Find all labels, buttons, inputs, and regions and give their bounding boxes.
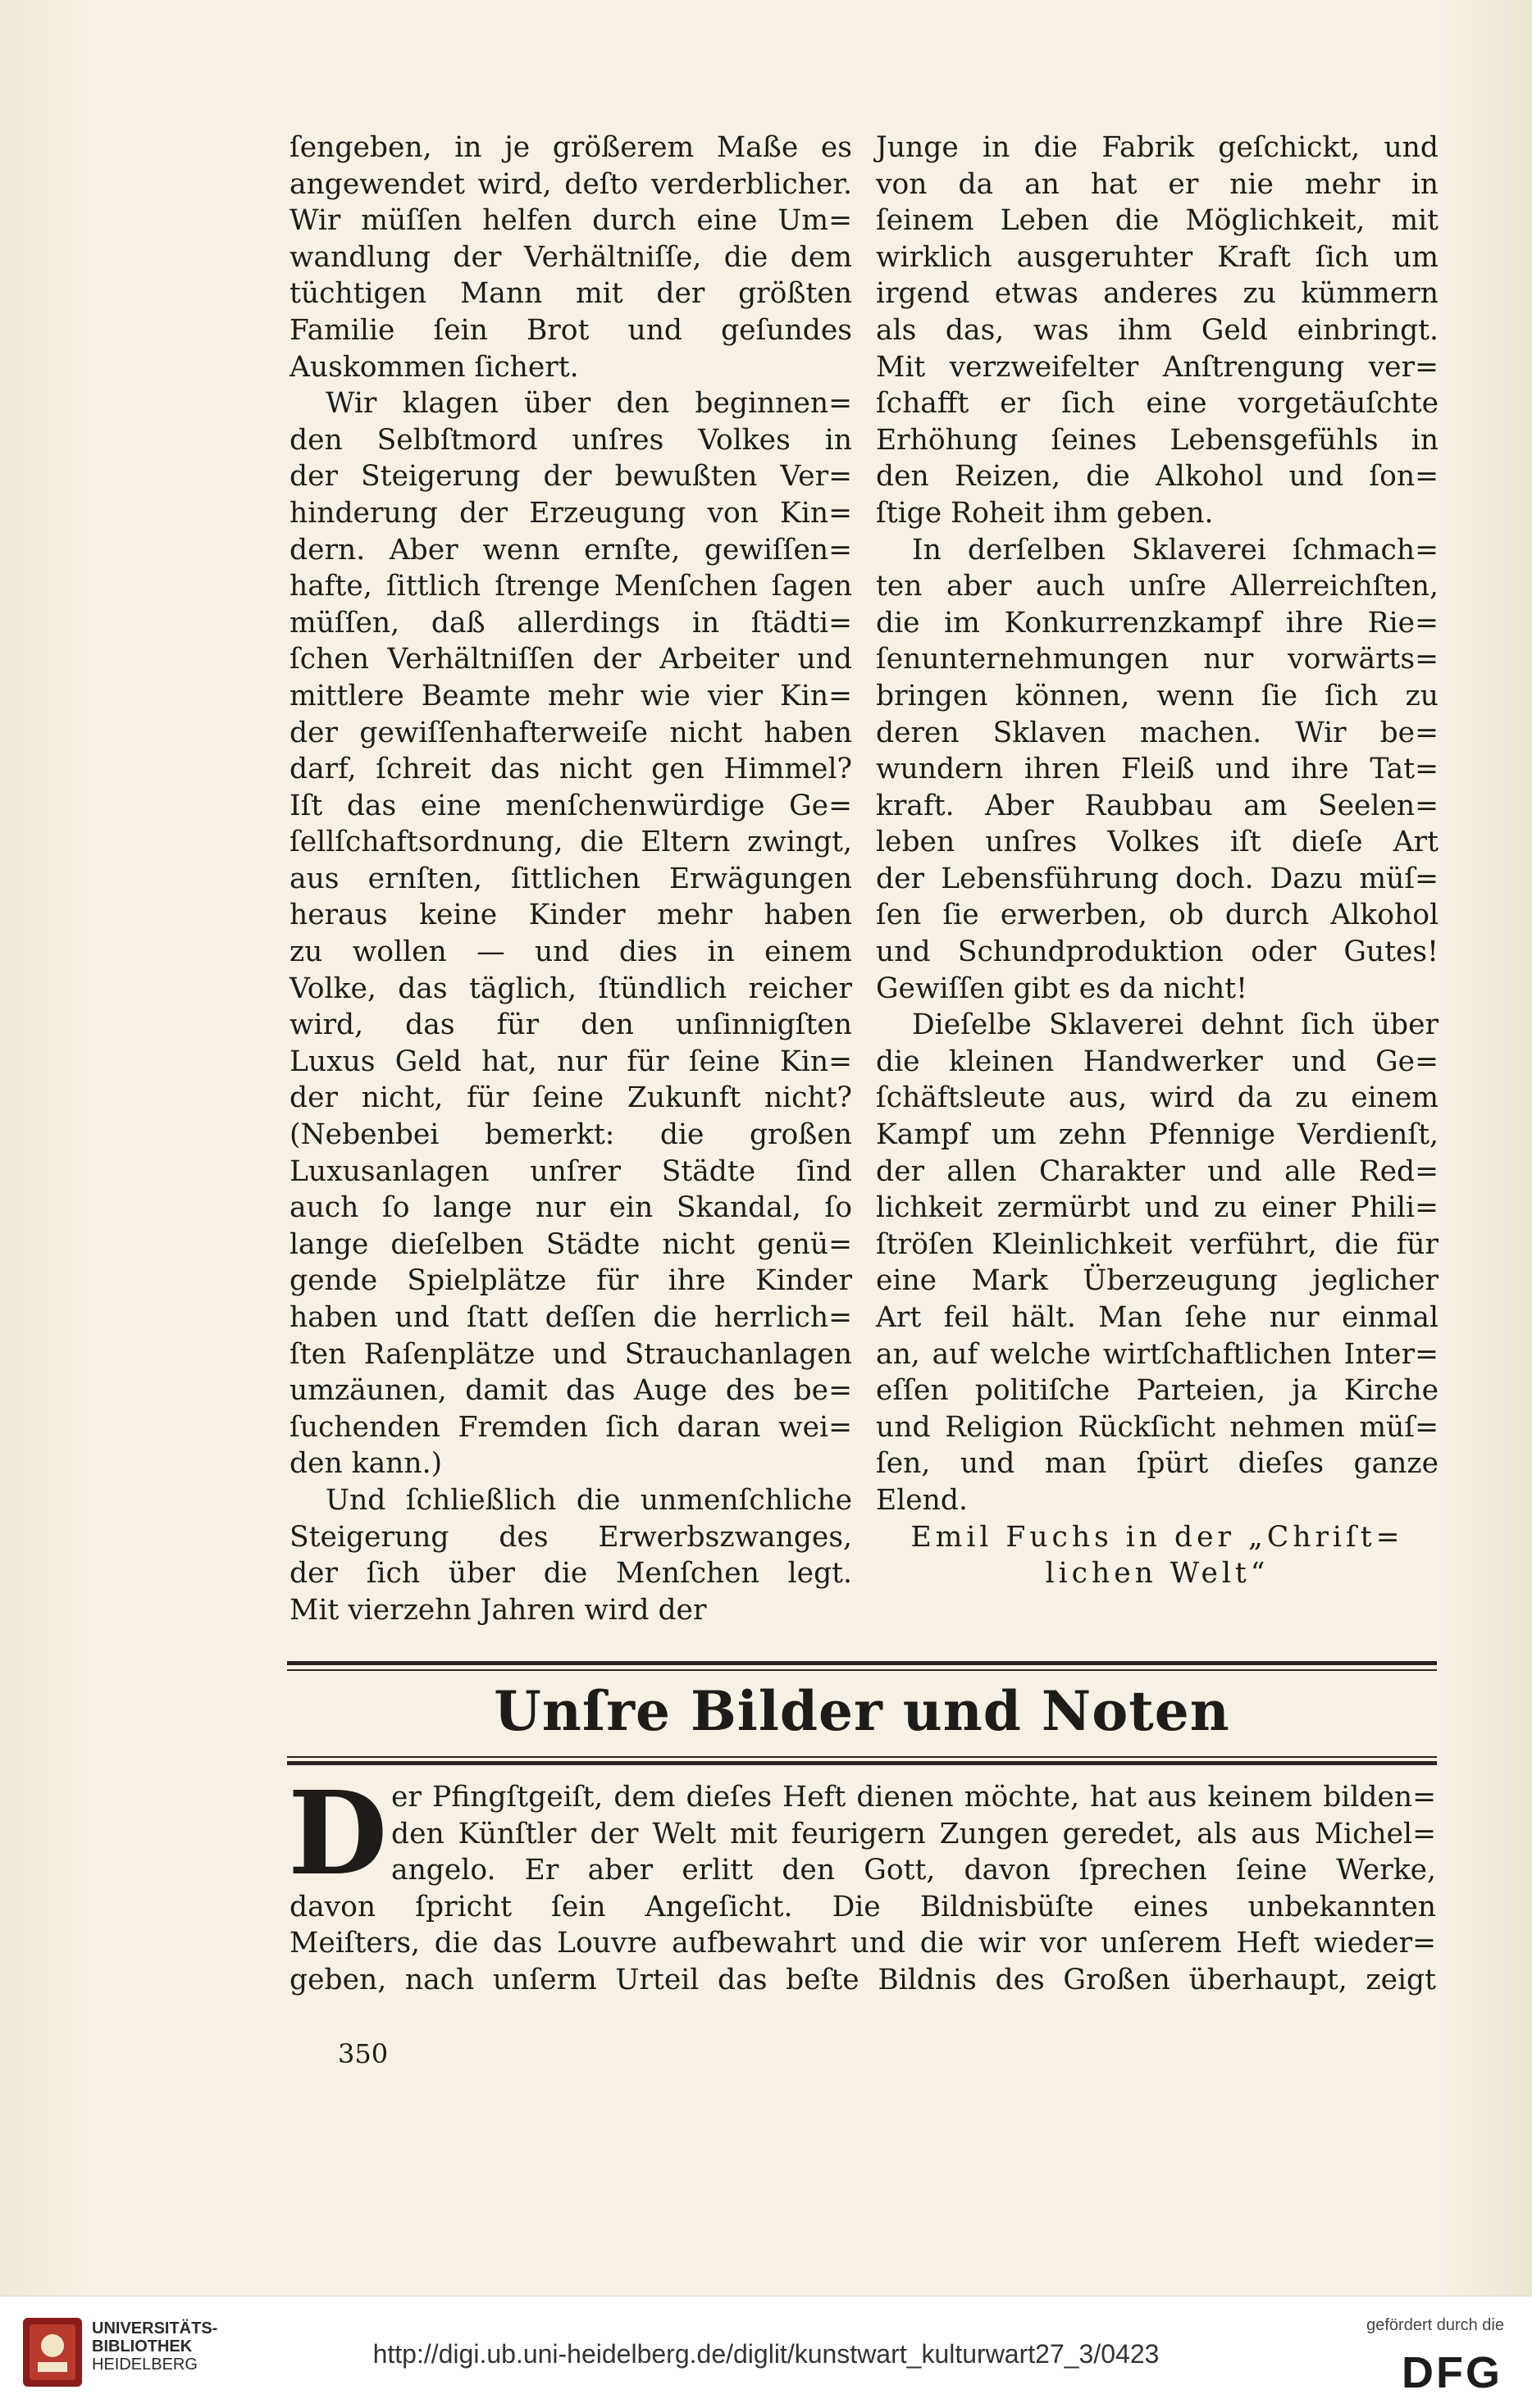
text-line: ſen ſie erwerben, ob durch Alkohol xyxy=(876,899,1439,932)
text-line: geben, nach unſerm Urteil das beſte Bildnis des Großen überhaupt, zeigt xyxy=(290,1963,1436,1996)
section-heading: Unſre Bilder und Noten xyxy=(494,1679,1230,1743)
text-line: den Künſtler der Welt mit feurigern Zungen geredet, als aus Michel= xyxy=(391,1817,1436,1850)
text-line: der nicht, für ſeine Zukunft nicht? xyxy=(290,1081,852,1115)
text-line: der Lebensführung doch. Dazu müſ= xyxy=(876,862,1439,895)
text-line: als das, was ihm Geld einbringt. xyxy=(876,313,1439,347)
text-line: Emil Fuchs in der „Chriſt= xyxy=(910,1520,1404,1554)
text-line: ſeinem Leben die Möglichkeit, mit xyxy=(876,204,1439,238)
text-line: den Reizen, die Alkohol und ſon= xyxy=(876,460,1439,494)
text-line: Kampf um zehn Pfennige Verdienſt, xyxy=(876,1118,1439,1152)
drop-cap: D xyxy=(288,1767,388,1901)
text-line: lichkeit zermürbt und zu einer Phili= xyxy=(876,1191,1439,1225)
text-line: ſellſchaftsordnung, die Eltern zwingt, xyxy=(290,826,852,859)
text-line: die kleinen Handwerker und Ge= xyxy=(876,1045,1439,1078)
heading-bottom-rule-thin xyxy=(287,1756,1437,1758)
text-line: wandlung der Verhältniſſe, die dem xyxy=(290,240,852,274)
text-line: aus ernſten, ſittlichen Erwägungen xyxy=(290,862,852,895)
text-line: Mit verzweifelter Anſtrengung ver= xyxy=(876,350,1439,384)
text-line: Dieſelbe Sklaverei dehnt ſich über xyxy=(912,1008,1439,1042)
text-line: und Religion Rückſicht nehmen müſ= xyxy=(876,1410,1439,1444)
right-text-column xyxy=(876,130,1439,1592)
heading-top-rule-thin xyxy=(287,1669,1437,1671)
text-line: Meiſters, die das Louvre aufbewahrt und die wir vor unſerem Heft wieder= xyxy=(290,1927,1436,1960)
text-line: Gewiſſen gibt es da nicht! xyxy=(876,972,1247,1005)
viewer-footer xyxy=(0,2296,1532,2408)
text-line: Elend. xyxy=(876,1483,968,1517)
text-line: irgend etwas anderes zu kümmern xyxy=(876,277,1439,311)
text-line: ſchäftsleute aus, wird da zu einem xyxy=(876,1081,1439,1115)
text-line: haben und ſtatt deſſen die herrlich= xyxy=(290,1301,852,1334)
text-line: kraft. Aber Raubbau am Seelen= xyxy=(876,789,1439,822)
text-line: lange dieſelben Städte nicht genü= xyxy=(290,1227,852,1261)
dfg-logo: DFG xyxy=(1402,2348,1502,2397)
left-text-column xyxy=(290,130,852,1628)
text-line: den Selbſtmord unſres Volkes in xyxy=(290,423,852,457)
text-line: die im Konkurrenzkampf ihre Rie= xyxy=(876,606,1439,640)
text-line: der allen Charakter und alle Red= xyxy=(876,1154,1439,1188)
text-line: bringen können, wenn ſie ſich zu xyxy=(876,679,1439,712)
text-line: Luxus Geld hat, nur für ſeine Kin= xyxy=(290,1045,852,1078)
text-line: von da an hat er nie mehr in xyxy=(876,167,1439,201)
text-line: müſſen, daß allerdings in ſtädti= xyxy=(290,606,852,640)
text-line: ſen, und man ſpürt dieſes ganze xyxy=(876,1447,1439,1481)
text-line: ſengeben, in je größerem Maße es xyxy=(290,131,852,164)
text-line: In derſelben Sklaverei ſchmach= xyxy=(912,533,1439,567)
text-line: ſenunternehmungen nur vorwärts= xyxy=(876,643,1439,676)
text-line: Volke, das täglich, ſtündlich reicher xyxy=(290,972,852,1005)
text-line: wird, das für den unſinnigſten xyxy=(290,1008,852,1042)
text-line: davon ſpricht ſein Angeſicht. Die Bildnisbüſte eines unbekannten xyxy=(290,1890,1436,1923)
section-body-text xyxy=(288,1767,1436,1999)
text-line: heraus keine Kinder mehr haben xyxy=(290,899,852,932)
text-line: angelo. Er aber erlitt den Gott, davon ſprechen ſeine Werke, xyxy=(391,1854,1436,1887)
text-line: Wir klagen über den beginnen= xyxy=(326,387,852,421)
text-line: Art feil hält. Man ſehe nur einmal xyxy=(876,1301,1439,1334)
text-line: er Pfingſtgeiſt, dem dieſes Heft dienen möchte, hat aus keinem bilden= xyxy=(391,1781,1436,1814)
text-line: ſtröſen Kleinlichkeit verführt, die für xyxy=(876,1227,1439,1261)
text-line: ſten Raſenplätze und Strauchanlagen xyxy=(290,1337,852,1371)
text-line: ſuchenden Fremden ſich daran wei= xyxy=(290,1410,852,1444)
text-line: und Schundproduktion oder Gutes! xyxy=(876,935,1439,969)
text-line: Wir müſſen helfen durch eine Um= xyxy=(290,204,852,238)
text-line: Steigerung des Erwerbszwanges, xyxy=(290,1520,852,1554)
text-line: umzäunen, damit das Auge des be= xyxy=(290,1374,852,1408)
uni-line-1: UNIVERSITÄTS- xyxy=(92,2319,218,2337)
text-line: der Steigerung der bewußten Ver= xyxy=(290,460,852,494)
text-line: angewendet wird, deſto verderblicher. xyxy=(290,167,852,201)
text-line: Junge in die Fabrik geſchickt, und xyxy=(876,131,1439,164)
permalink-url[interactable]: http://digi.ub.uni-heidelberg.de/diglit/kunstwart_kulturwart27_3/0423 xyxy=(372,2339,1160,2369)
text-line: (Nebenbei bemerkt: die großen xyxy=(290,1118,852,1152)
text-line: Familie ſein Brot und geſundes xyxy=(290,313,852,347)
text-line: Und ſchließlich die unmenſchliche xyxy=(326,1483,852,1517)
text-line: darf, ſchreit das nicht gen Himmel? xyxy=(290,753,852,786)
text-line: hinderung der Erzeugung von Kin= xyxy=(290,496,852,530)
text-line: leben unſres Volkes iſt dieſe Art xyxy=(876,826,1439,859)
text-line: Auskommen ſichert. xyxy=(290,350,579,384)
text-line: deren Sklaven machen. Wir be= xyxy=(876,716,1439,749)
text-line: eſſen politiſche Parteien, ja Kirche xyxy=(876,1374,1439,1408)
text-line: ſtige Roheit ihm geben. xyxy=(876,496,1214,530)
text-line: Iſt das eine menſchenwürdige Ge= xyxy=(290,789,852,822)
text-line: gende Spielplätze für ihre Kinder xyxy=(290,1264,852,1298)
text-line: der ſich über die Menſchen legt. xyxy=(290,1557,852,1591)
text-line: tüchtigen Mann mit der größten xyxy=(290,277,852,311)
heading-bottom-rule xyxy=(287,1761,1437,1765)
text-line: an, auf welche wirtſchaftlichen Inter= xyxy=(876,1337,1439,1371)
text-line: ten aber auch unſre Allerreichſten, xyxy=(876,570,1439,603)
text-line: wundern ihren Fleiß und ihre Tat= xyxy=(876,753,1439,786)
text-line: dern. Aber wenn ernſte, gewiſſen= xyxy=(290,533,852,567)
page-number: 350 xyxy=(338,2038,389,2069)
text-line: hafte, ſittlich ſtrenge Menſchen ſagen xyxy=(290,570,852,603)
text-line: ſchafft er ſich eine vorgetäuſchte xyxy=(876,387,1439,421)
text-line: zu wollen — und dies in einem xyxy=(290,935,852,969)
uni-line-2: BIBLIOTHEK xyxy=(92,2337,193,2356)
heading-top-rule xyxy=(287,1661,1437,1665)
text-line: der gewiſſenhafterweiſe nicht haben xyxy=(290,716,852,749)
text-line: Erhöhung ſeines Lebensgefühls in xyxy=(876,423,1439,457)
text-line: mittlere Beamte mehr wie vier Kin= xyxy=(290,679,852,712)
text-line: Luxusanlagen unſrer Städte ſind xyxy=(290,1154,852,1188)
uni-line-3: HEIDELBERG xyxy=(92,2356,198,2374)
text-line: eine Mark Überzeugung jeglicher xyxy=(876,1264,1439,1298)
text-line: ſchen Verhältniſſen der Arbeiter und xyxy=(290,643,852,676)
text-line: auch ſo lange nur ein Skandal, ſo xyxy=(290,1191,852,1225)
sponsor-text: gefördert durch die xyxy=(1366,2316,1504,2334)
text-line: lichen Welt“ xyxy=(1045,1557,1270,1591)
text-line: den kann.) xyxy=(290,1447,443,1481)
text-line: Mit vierzehn Jahren wird der xyxy=(290,1593,707,1627)
text-line: wirklich ausgeruhter Kraft ſich um xyxy=(876,240,1439,274)
